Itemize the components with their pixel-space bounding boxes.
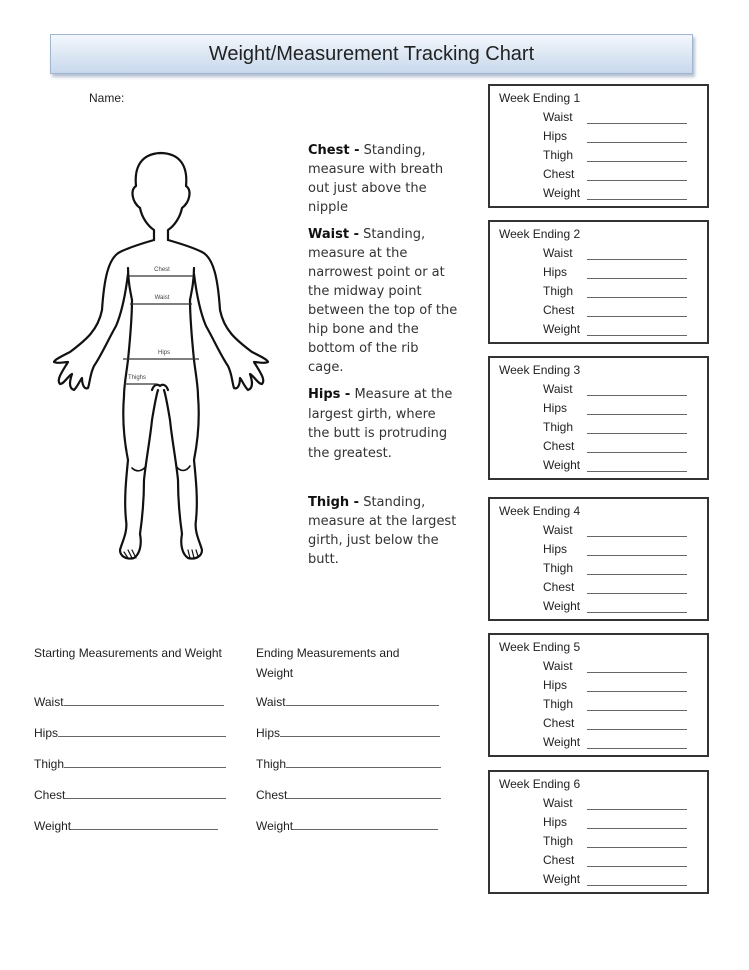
- week-row-label: Hips: [543, 542, 568, 556]
- hips-text: Measure at the largest girth, where the butt is protruding the greatest.: [308, 387, 453, 461]
- week-row-label: Waist: [543, 796, 573, 810]
- thigh-text: Standing, measure at the largest girth, just below the butt.: [308, 495, 457, 567]
- thigh-entry-line[interactable]: [587, 433, 687, 434]
- waist-entry-line[interactable]: [587, 395, 687, 396]
- hips-entry-line[interactable]: [587, 555, 687, 556]
- thigh-entry-line[interactable]: [587, 161, 687, 162]
- waist-entry-line[interactable]: [587, 536, 687, 537]
- week-ending-2-box: [488, 220, 709, 344]
- body-measurement-figure: [40, 140, 290, 570]
- starting-chest-entry-line[interactable]: [65, 788, 226, 799]
- starting-row-hips: [34, 726, 226, 740]
- week-row-label: Chest: [543, 853, 575, 867]
- weight-entry-line[interactable]: [587, 335, 687, 336]
- week-row-chest: [543, 716, 693, 732]
- week-row-label: Chest: [543, 580, 575, 594]
- week-row-thigh: [543, 148, 693, 164]
- starting-row-label: Hips: [34, 726, 59, 740]
- ending-heading: Ending Measurements and Weight: [256, 646, 400, 680]
- week-row-label: Waist: [543, 523, 573, 537]
- ending-hips-entry-line[interactable]: [280, 726, 440, 737]
- chest-entry-line[interactable]: [587, 180, 687, 181]
- week-row-weight: [543, 872, 693, 888]
- week-row-label: Thigh: [543, 284, 574, 298]
- week-row-thigh: [543, 561, 693, 577]
- hips-entry-line[interactable]: [587, 278, 687, 279]
- week-row-label: Waist: [543, 382, 573, 396]
- figure-label-hips: Hips: [157, 350, 171, 356]
- week-row-label: Hips: [543, 265, 568, 279]
- figure-label-waist: Waist: [154, 295, 170, 301]
- starting-thigh-entry-line[interactable]: [64, 757, 226, 768]
- thigh-entry-line[interactable]: [587, 574, 687, 575]
- week-row-label: Weight: [543, 599, 581, 613]
- week-title: Week Ending 2: [499, 227, 581, 241]
- week-row-hips: [543, 678, 693, 694]
- ending-row-hips: [256, 726, 440, 740]
- week-row-label: Hips: [543, 129, 568, 143]
- hips-entry-line[interactable]: [587, 691, 687, 692]
- week-row-waist: [543, 246, 693, 262]
- week-row-label: Weight: [543, 186, 581, 200]
- thigh-entry-line[interactable]: [587, 297, 687, 298]
- ending-chest-entry-line[interactable]: [287, 788, 441, 799]
- week-row-hips: [543, 129, 693, 145]
- chest-text: Standing, measure with breath out just above the nipple: [308, 143, 444, 215]
- week-ending-5-box: [488, 633, 709, 757]
- week-row-hips: [543, 265, 693, 281]
- starting-hips-entry-line[interactable]: [58, 726, 226, 737]
- week-row-waist: [543, 523, 693, 539]
- ending-measurements: [256, 643, 426, 833]
- week-row-weight: [543, 186, 693, 202]
- week-row-waist: [543, 796, 693, 812]
- waist-entry-line[interactable]: [587, 809, 687, 810]
- week-row-label: Thigh: [543, 148, 574, 162]
- week-title: Week Ending 3: [499, 363, 581, 377]
- week-row-hips: [543, 815, 693, 831]
- starting-waist-entry-line[interactable]: [64, 695, 224, 706]
- weight-entry-line[interactable]: [587, 471, 687, 472]
- chest-entry-line[interactable]: [587, 593, 687, 594]
- hips-entry-line[interactable]: [587, 828, 687, 829]
- starting-row-label: Thigh: [34, 757, 65, 771]
- chest-entry-line[interactable]: [587, 729, 687, 730]
- starting-row-chest: [34, 788, 226, 802]
- weight-entry-line[interactable]: [587, 748, 687, 749]
- chest-entry-line[interactable]: [587, 452, 687, 453]
- ending-row-label: Hips: [256, 726, 281, 740]
- week-row-label: Thigh: [543, 561, 574, 575]
- week-row-waist: [543, 110, 693, 126]
- waist-entry-line[interactable]: [587, 259, 687, 260]
- ending-row-label: Waist: [256, 695, 286, 709]
- week-row-waist: [543, 659, 693, 675]
- week-row-label: Waist: [543, 110, 573, 124]
- ending-row-thigh: [256, 757, 441, 771]
- week-row-label: Weight: [543, 322, 581, 336]
- week-row-label: Chest: [543, 167, 575, 181]
- chest-entry-line[interactable]: [587, 866, 687, 867]
- waist-description: [308, 225, 458, 377]
- name-field-label: Name:: [89, 91, 125, 105]
- week-row-weight: [543, 322, 693, 338]
- week-row-label: Waist: [543, 659, 573, 673]
- ending-row-label: Chest: [256, 788, 288, 802]
- week-row-chest: [543, 580, 693, 596]
- starting-row-waist: [34, 695, 224, 709]
- thigh-entry-line[interactable]: [587, 847, 687, 848]
- starting-row-weight: [34, 819, 218, 833]
- waist-text: Standing, measure at the narrowest point or at the midway point between the top of the hip bone and the bottom of the rib cage.: [308, 227, 458, 375]
- week-row-hips: [543, 542, 693, 558]
- week-row-label: Weight: [543, 735, 581, 749]
- week-row-label: Chest: [543, 303, 575, 317]
- week-row-label: Chest: [543, 439, 575, 453]
- thigh-term: Thigh -: [308, 495, 360, 510]
- page-title-banner: [50, 34, 693, 74]
- waist-term: Waist -: [308, 227, 359, 242]
- starting-weight-entry-line[interactable]: [71, 819, 218, 830]
- weight-entry-line[interactable]: [587, 885, 687, 886]
- weight-entry-line[interactable]: [587, 612, 687, 613]
- weight-entry-line[interactable]: [587, 199, 687, 200]
- starting-row-label: Waist: [34, 695, 64, 709]
- ending-row-waist: [256, 695, 439, 709]
- week-row-waist: [543, 382, 693, 398]
- thigh-description: [308, 493, 458, 569]
- thigh-entry-line[interactable]: [587, 710, 687, 711]
- starting-row-label: Weight: [34, 819, 72, 833]
- hips-description: [308, 385, 458, 463]
- figure-label-chest: Chest: [154, 267, 170, 273]
- week-row-weight: [543, 735, 693, 751]
- week-row-thigh: [543, 420, 693, 436]
- hips-entry-line[interactable]: [587, 142, 687, 143]
- week-row-label: Weight: [543, 872, 581, 886]
- week-row-chest: [543, 853, 693, 869]
- ending-thigh-entry-line[interactable]: [286, 757, 441, 768]
- week-ending-6-box: [488, 770, 709, 894]
- ending-row-chest: [256, 788, 441, 802]
- chest-entry-line[interactable]: [587, 316, 687, 317]
- week-row-label: Hips: [543, 678, 568, 692]
- week-row-label: Waist: [543, 246, 573, 260]
- chest-term: Chest -: [308, 143, 360, 158]
- figure-label-thighs: Thighs: [127, 375, 147, 381]
- week-ending-4-box: [488, 497, 709, 621]
- week-title: Week Ending 4: [499, 504, 581, 518]
- week-row-thigh: [543, 697, 693, 713]
- ending-row-label: Weight: [256, 819, 294, 833]
- week-title: Week Ending 1: [499, 91, 581, 105]
- week-row-label: Hips: [543, 815, 568, 829]
- ending-row-label: Thigh: [256, 757, 287, 771]
- chest-description: [308, 141, 458, 217]
- week-ending-3-box: [488, 356, 709, 480]
- waist-entry-line[interactable]: [587, 672, 687, 673]
- week-row-weight: [543, 599, 693, 615]
- page-title: Weight/Measurement Tracking Chart: [208, 42, 535, 65]
- week-title: Week Ending 6: [499, 777, 581, 791]
- starting-measurements: [34, 643, 234, 833]
- week-row-weight: [543, 458, 693, 474]
- week-title: Week Ending 5: [499, 640, 581, 654]
- week-row-label: Thigh: [543, 420, 574, 434]
- week-row-label: Chest: [543, 716, 575, 730]
- week-row-label: Thigh: [543, 834, 574, 848]
- week-row-chest: [543, 303, 693, 319]
- ending-weight-entry-line[interactable]: [293, 819, 438, 830]
- week-row-chest: [543, 439, 693, 455]
- hips-entry-line[interactable]: [587, 414, 687, 415]
- week-row-label: Thigh: [543, 697, 574, 711]
- week-row-chest: [543, 167, 693, 183]
- starting-row-label: Chest: [34, 788, 66, 802]
- hips-term: Hips -: [308, 387, 351, 402]
- starting-heading: Starting Measurements and Weight: [34, 646, 222, 660]
- week-row-hips: [543, 401, 693, 417]
- starting-row-thigh: [34, 757, 226, 771]
- week-row-label: Weight: [543, 458, 581, 472]
- week-row-thigh: [543, 284, 693, 300]
- waist-entry-line[interactable]: [587, 123, 687, 124]
- ending-row-weight: [256, 819, 438, 833]
- week-row-thigh: [543, 834, 693, 850]
- week-row-label: Hips: [543, 401, 568, 415]
- week-ending-1-box: [488, 84, 709, 208]
- ending-waist-entry-line[interactable]: [286, 695, 439, 706]
